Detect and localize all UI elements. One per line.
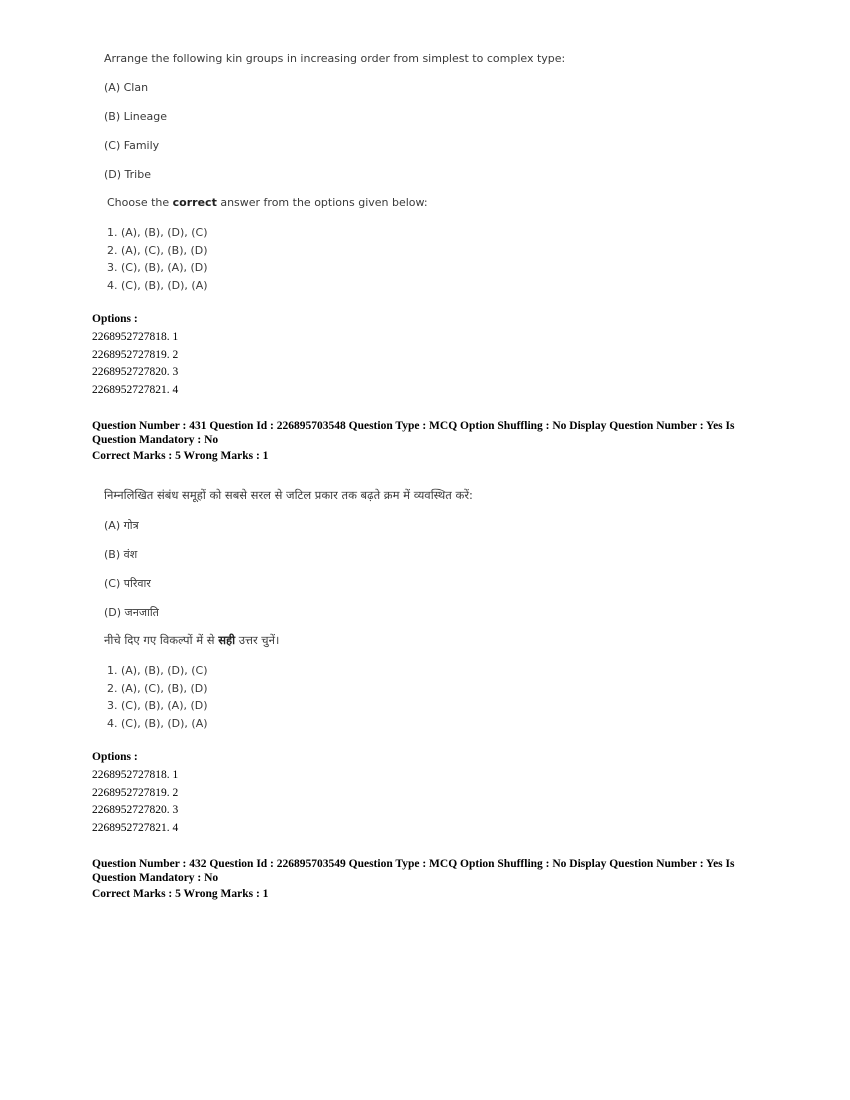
choose-bold-hindi: सही: [218, 633, 236, 647]
item-d-hindi: (D) जनजाति: [104, 606, 159, 619]
item-a-hindi: (A) गोत्र: [104, 519, 139, 532]
options-list: [92, 767, 178, 837]
choose-bold: correct: [172, 196, 217, 209]
meta-line-2: Question Mandatory : No: [92, 872, 219, 884]
item-d: (D) Tribe: [104, 168, 151, 181]
meta-line-1: Question Number : 432 Question Id : 226895703549 Question Type : MCQ Option Shuffling : No Display Question Number : Yes Is: [92, 858, 735, 870]
question-meta: [92, 857, 752, 901]
meta-line-3: Correct Marks : 5 Wrong Marks : 1: [92, 450, 269, 462]
item-a: (A) Clan: [104, 81, 149, 94]
option-1: 2268952727818. 1: [92, 769, 179, 781]
item-b: (B) Lineage: [104, 110, 168, 123]
options-label: Options :: [92, 751, 138, 763]
choose-instruction: [107, 196, 428, 209]
answer-1: 1. (A), (B), (D), (C): [107, 664, 208, 677]
item-c: (C) Family: [104, 139, 160, 152]
answer-list: [107, 224, 208, 294]
option-2: 2268952727819. 2: [92, 348, 179, 361]
answer-list-hindi: [107, 662, 208, 732]
question-meta: [92, 419, 752, 463]
choose-instruction-hindi: [104, 633, 279, 648]
option-4: 2268952727821. 4: [92, 383, 179, 396]
meta-line-3: Correct Marks : 5 Wrong Marks : 1: [92, 888, 269, 900]
option-1: 2268952727818. 1: [92, 331, 179, 343]
answer-2: 2. (A), (C), (B), (D): [107, 243, 208, 257]
item-b-hindi: (B) वंश: [104, 548, 138, 561]
meta-line-1: Question Number : 431 Question Id : 226895703548 Question Type : MCQ Option Shuffling : No Display Question Number : Yes Is: [92, 420, 735, 432]
meta-line-2: Question Mandatory : No: [92, 434, 219, 446]
choose-post-hindi: उत्तर चुनें।: [235, 633, 280, 647]
answer-1: 1. (A), (B), (D), (C): [107, 226, 208, 239]
option-3: 2268952727820. 3: [92, 804, 179, 816]
choose-pre-hindi: नीचे दिए गए विकल्पों में से: [104, 633, 219, 647]
option-2: 2268952727819. 2: [92, 786, 179, 799]
answer-4: 4. (C), (B), (D), (A): [107, 716, 208, 730]
item-c-hindi: (C) परिवार: [104, 577, 151, 590]
option-3: 2268952727820. 3: [92, 366, 179, 378]
question-prompt-hindi: निम्नलिखित संबंध समूहों को सबसे सरल से जटिल प्रकार तक बढ़ते क्रम में व्यवस्थित करें:: [104, 488, 473, 502]
options-label: Options :: [92, 313, 138, 325]
answer-2: 2. (A), (C), (B), (D): [107, 681, 208, 695]
option-4: 2268952727821. 4: [92, 821, 179, 834]
answer-3: 3. (C), (B), (A), (D): [107, 261, 208, 274]
choose-post: answer from the options given below:: [216, 196, 428, 209]
choose-pre: Choose the: [107, 196, 173, 209]
answer-4: 4. (C), (B), (D), (A): [107, 278, 208, 292]
options-list: [92, 329, 178, 399]
question-prompt: Arrange the following kin groups in increasing order from simplest to complex type:: [104, 52, 566, 65]
answer-3: 3. (C), (B), (A), (D): [107, 699, 208, 712]
